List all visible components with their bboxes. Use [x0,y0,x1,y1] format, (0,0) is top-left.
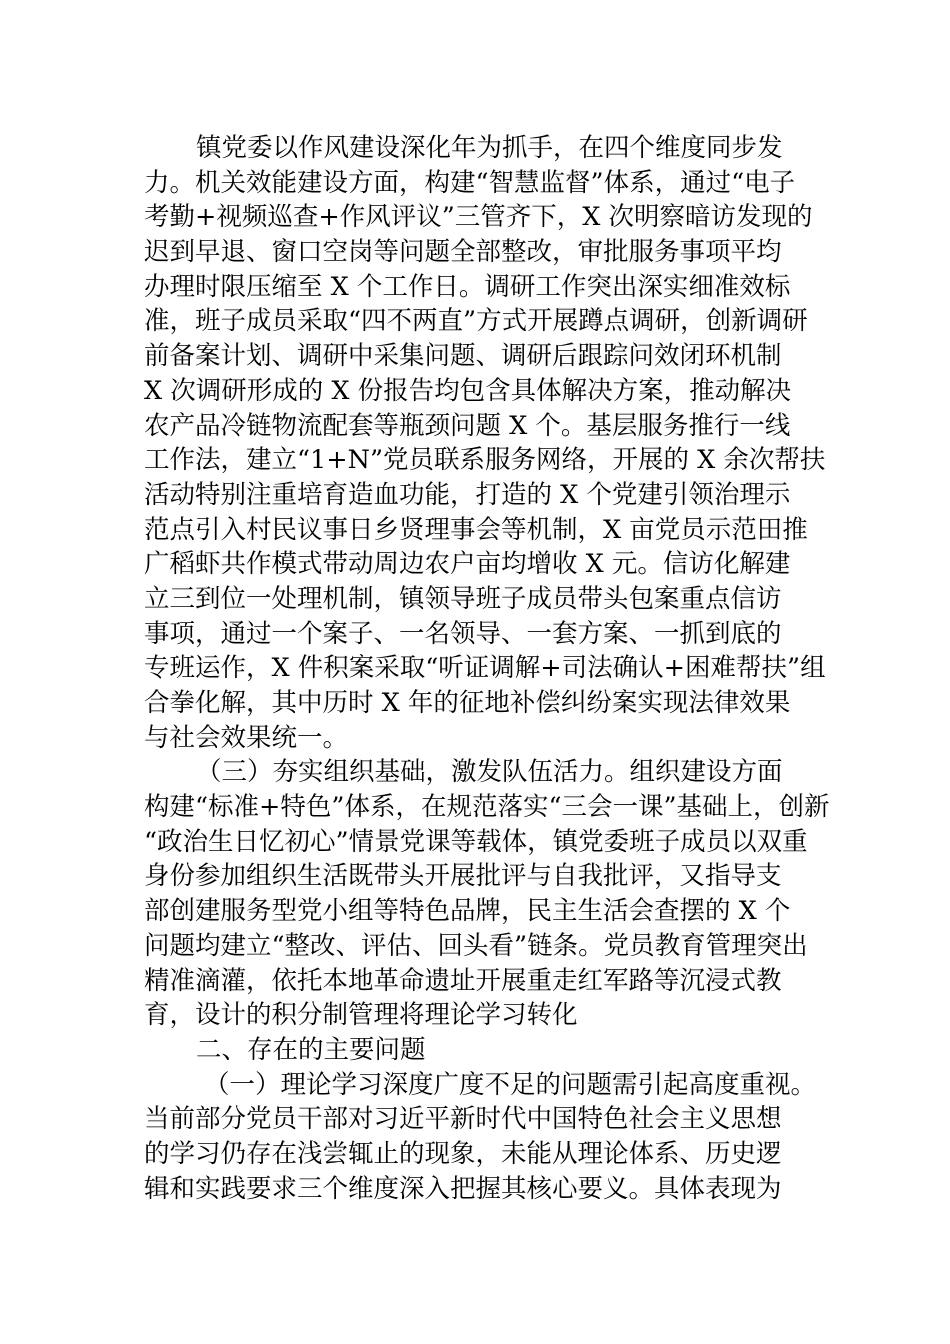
paragraph-line: 办理时限压缩至 X 个工作日。调研工作突出深实细准效标 [144,271,791,302]
paragraph-line: 农产品冷链物流配套等瓶颈问题 X 个。基层服务推行一线 [144,410,791,441]
paragraph-line: X 次调研形成的 X 份报告均包含具体解决方案，推动解决 [144,375,792,406]
paragraph-line: 范点引入村民议事日乡贤理事会等机制，X 亩党员示范田推 [144,514,808,545]
section-heading-line: （三）夯实组织基础，激发队伍活力。组织建设方面 [196,757,783,788]
paragraph-line: 部创建服务型党小组等特色品牌，民主生活会查摆的 X 个 [144,896,791,927]
paragraph-line: 合拳化解，其中历时 X 年的征地补偿纠纷案实现法律效果 [144,688,791,718]
paragraph-line: 迟到早退、窗口空岗等问题全部整改，审批服务事项平均 [144,237,782,268]
paragraph-line: 身份参加组织生活既带头开展批评与自我批评，又指导支 [144,861,782,892]
paragraph-line: 工作法，建立“1+N”党员联系服务网络，开展的 X 余次帮扶 [144,445,826,476]
paragraph-line: 的学习仍存在浅尝辄止的现象，未能从理论体系、历史逻 [144,1138,782,1169]
paragraph-line: 活动特别注重培育造血功能，打造的 X 个党建引领治理示 [144,479,791,510]
paragraph-line: 辑和实践要求三个维度深入把握其核心要义。具体表现为 [144,1173,782,1204]
paragraph-line: 考勤+视频巡查+作风评议”三管齐下，X 次明察暗访发现的 [144,202,813,233]
chapter-heading: 二、存在的主要问题 [196,1034,426,1065]
paragraph-line: 前备案计划、调研中采集问题、调研后跟踪问效闭环机制 [144,341,782,372]
paragraph-line: 准，班子成员采取“四不两直”方式开展蹲点调研，创新调研 [144,306,808,337]
paragraph-line: 力。机关效能建设方面，构建“智慧监督”体系，通过“电子 [144,167,796,198]
paragraph-line: 事项，通过一个案子、一名领导、一套方案、一抓到底的 [144,618,782,649]
paragraph-line: 镇党委以作风建设深化年为抓手，在四个维度同步发 [196,133,783,163]
paragraph-line: 立三到位一处理机制，镇领导班子成员带头包案重点信访 [144,583,782,614]
paragraph-line: “政治生日忆初心”情景党课等载体，镇党委班子成员以双重 [144,826,808,857]
paragraph-line: 构建“标准+特色”体系，在规范落实“三会一课”基础上，创新 [144,792,830,823]
paragraph-line: 精准滴灌，依托本地革命遗址开展重走红军路等沉浸式教 [144,965,782,996]
paragraph-line: 专班运作，X 件积案采取“听证调解+司法确认+困难帮扶”组 [144,653,826,684]
section-heading-line: （一）理论学习深度广度不足的问题需引起高度重视。 [204,1069,817,1100]
paragraph-line: 与社会效果统一。 [144,722,349,753]
paragraph-line: 当前部分党员干部对习近平新时代中国特色社会主义思想 [144,1104,782,1135]
paragraph-line: 广稻虾共作模式带动周边农户亩均增收 X 元。信访化解建 [144,549,791,580]
paragraph-line: 问题均建立“整改、评估、回头看”链条。党员教育管理突出 [144,930,808,961]
paragraph-line: 育，设计的积分制管理将理论学习转化 [144,1000,578,1031]
document-body [144,131,830,1206]
